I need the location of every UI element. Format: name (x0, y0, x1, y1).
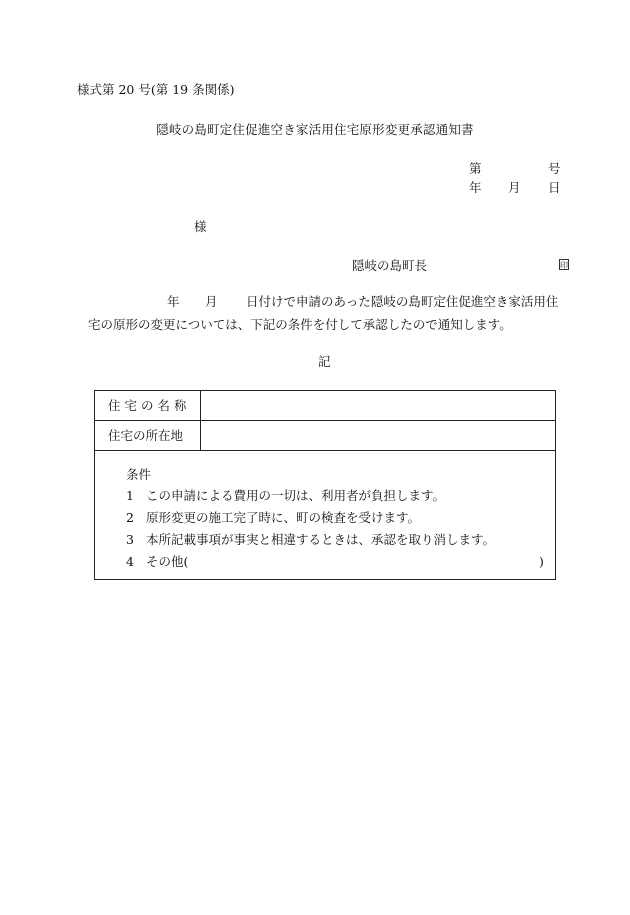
reference-number-prefix: 第 (469, 161, 482, 176)
form-number: 様式第 20 号(第 19 条関係) (77, 82, 235, 97)
housing-address-field[interactable] (201, 421, 555, 450)
housing-name-field[interactable] (201, 391, 555, 420)
condition-2-number: 2 (126, 510, 134, 525)
date-day-label: 日 (548, 180, 561, 195)
condition-1-text: この申請による費用の一切は、利用者が負担します。 (146, 488, 446, 503)
table-row-housing-name (95, 391, 555, 421)
body-year-label: 年 (167, 294, 180, 309)
reference-number-suffix: 号 (548, 161, 561, 176)
ki-heading: 記 (318, 354, 331, 369)
conditions-section (95, 451, 555, 579)
condition-3-number: 3 (126, 532, 134, 547)
housing-name-label-cell (95, 391, 201, 420)
condition-4-close-paren: ) (539, 554, 544, 569)
addressee-suffix: 様 (194, 219, 207, 234)
body-line-1: 日付けで申請のあった隠岐の島町定住促進空き家活用住 (246, 294, 559, 309)
seal-mark: 印 (560, 261, 568, 270)
body-line-2: 宅の原形の変更については、下記の条件を付して承認したので通知します。 (88, 317, 512, 332)
issuer-title: 隠岐の島町長 (352, 258, 428, 273)
condition-4-number: 4 (126, 554, 134, 569)
details-table (94, 390, 556, 580)
body-month-label: 月 (205, 294, 218, 309)
condition-3-text: 本所記載事項が事実と相違するときは、承認を取り消します。 (146, 532, 496, 547)
condition-2-text: 原形変更の施工完了時に、町の検査を受けます。 (146, 510, 421, 525)
date-year-label: 年 (469, 180, 482, 195)
condition-4-text: その他( (146, 554, 189, 569)
conditions-heading: 条件 (126, 467, 152, 482)
housing-address-label-cell (95, 421, 201, 450)
housing-name-label: 住 宅 の 名 称 (108, 398, 187, 413)
condition-1-number: 1 (126, 488, 134, 503)
table-row-housing-address (95, 421, 555, 451)
housing-address-label: 住宅の所在地 (108, 428, 184, 443)
document-title: 隠岐の島町定住促進空き家活用住宅原形変更承認通知書 (156, 122, 474, 137)
date-month-label: 月 (508, 180, 521, 195)
